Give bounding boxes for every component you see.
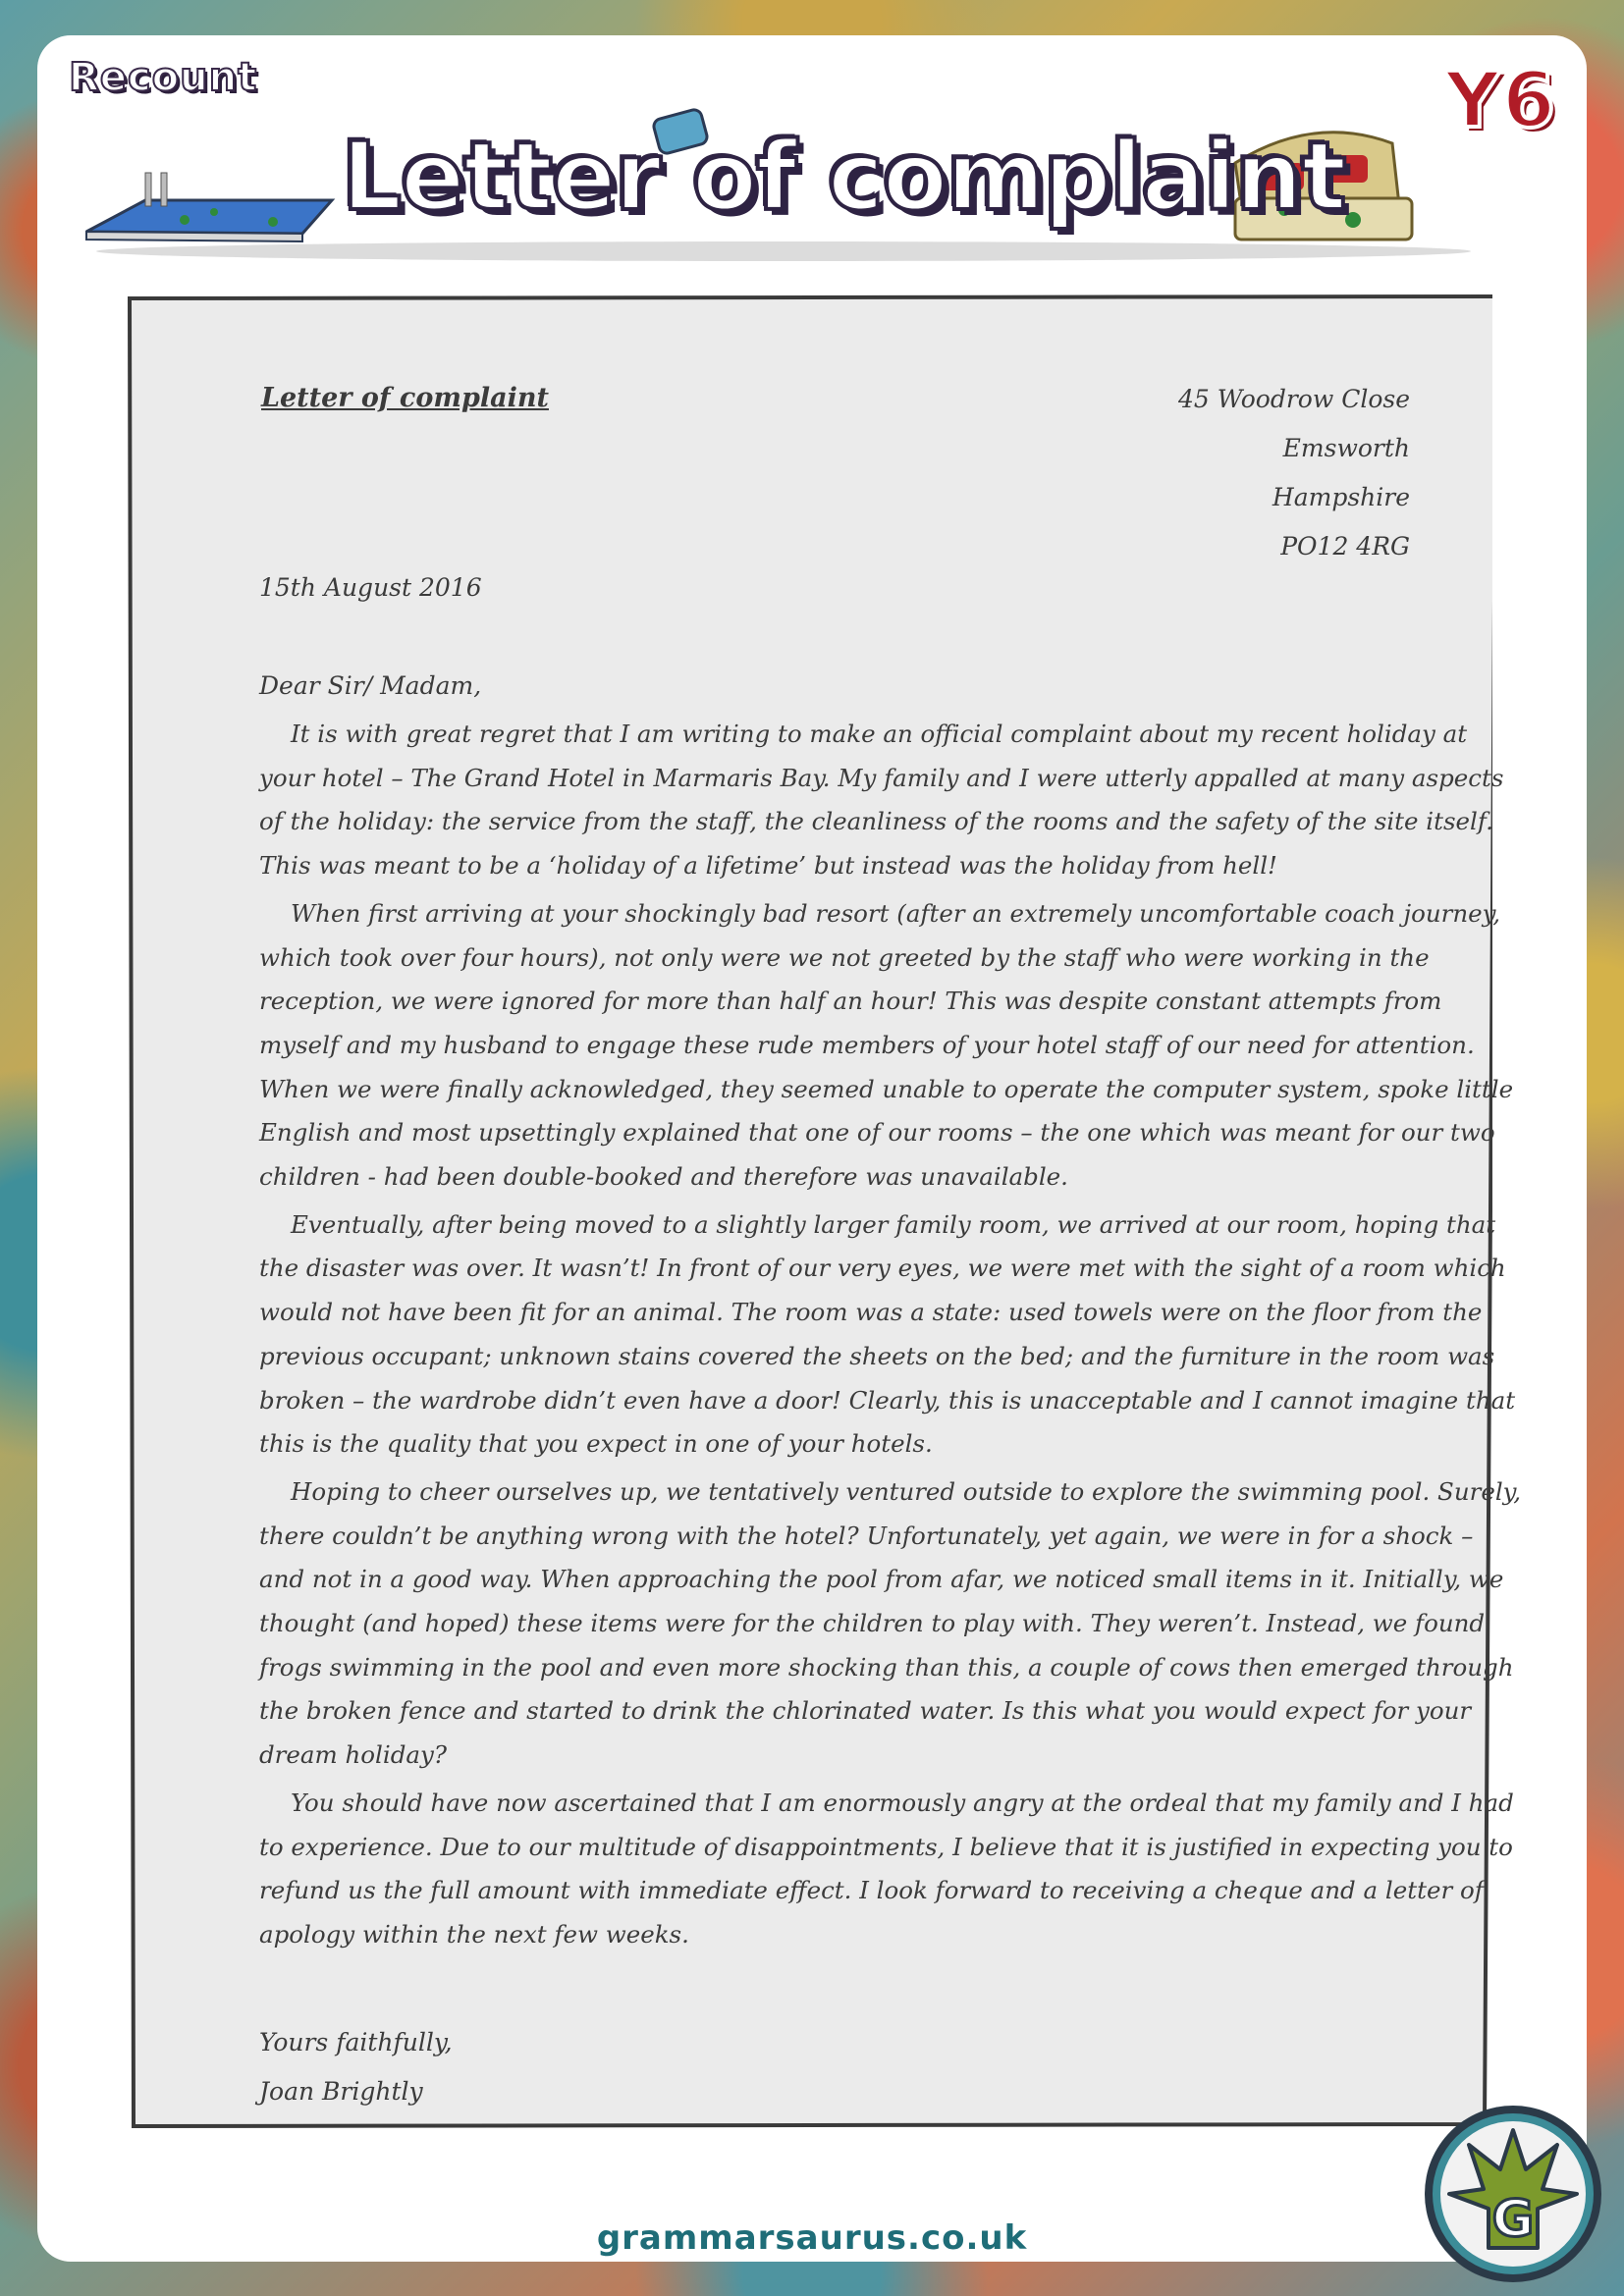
- worksheet-page: [37, 35, 1587, 2262]
- grammarsaurus-logo-icon: [1420, 2101, 1606, 2287]
- address-line: Hampshire: [1272, 483, 1410, 511]
- letter-body: [128, 293, 1522, 2128]
- signature: Joan Brightly: [259, 2077, 423, 2106]
- letter-paragraphs: [259, 713, 1526, 1961]
- paragraph: Hoping to cheer ourselves up, we tentatively ventured outside to explore the swimming pool. Surely, there couldn’t be anything wrong with the hotel? Unfortunately, yet again, we were in for a shock – and not in a good way. When approaching the pool from afar, we noticed small items in it. Initially, we thought (and hoped) these items were for the children to play with. They weren’t. Instead, we found frogs swimming in the pool and even more shocking than this, a couple of cows then emerged through the broken fence and started to drink the chlorinated water. Is this what you would expect for your dream holiday?: [259, 1476, 1522, 1770]
- address-line: 45 Woodrow Close: [1177, 385, 1410, 413]
- swimming-pool-icon: [86, 173, 332, 241]
- sender-address: [1178, 375, 1410, 571]
- recount-label: Recount: [69, 55, 258, 100]
- letter-date: 15th August 2016: [259, 573, 482, 602]
- paragraph: You should have now ascertained that I am enormously angry at the ordeal that my family and I had to experience. Due to our multitude of disappointments, I believe that it is justified in expecting you to refund us the full amount with immediate effect. I look forward to receiving a cheque and a letter of apology within the next few weeks.: [259, 1788, 1514, 1949]
- salutation: Dear Sir/ Madam,: [259, 671, 482, 700]
- paragraph: When first arriving at your shockingly bad resort (after an extremely uncomfortable coach journey, which took over four hours), not only were we not greeted by the staff who were working in the reception, we were ignored for more than half an hour! This was despite constant attempts from myself and my husband to engage these rude members of your hotel staff of our need for attention. When we were finally acknowledged, they seemed unable to operate the computer system, spoke little English and most upsettingly explained that one of our rooms – the one which was meant for our two children - had been double-booked and therefore was unavailable.: [259, 898, 1514, 1192]
- address-line: Emsworth: [1282, 434, 1410, 462]
- letter-heading: Letter of complaint: [261, 383, 549, 413]
- letter-panel: [128, 293, 1522, 2128]
- page-title: Letter of complaint: [342, 122, 1346, 232]
- closing: Yours faithfully,: [259, 2028, 453, 2056]
- logo-letter: G: [1491, 2190, 1535, 2249]
- footer-website[interactable]: grammarsaurus.co.uk: [596, 2218, 1028, 2258]
- year-badge: Y6: [1444, 57, 1557, 145]
- paragraph: Eventually, after being moved to a slightly larger family room, we arrived at our room, hoping that the disaster was over. It wasn’t! In front of our very eyes, we were met with the sight of a room which would not have been fit for an animal. The room was a state: used towels were on the floor from the previous occupant; unknown stains covered the sheets on the bed; and the furniture in the room was broken – the wardrobe didn’t even have a door! Clearly, this is unacceptable and I cannot imagine that this is the quality that you expect in one of your hotels.: [259, 1209, 1516, 1459]
- paragraph: It is with great regret that I am writing to make an official complaint about my recent holiday at your hotel – The Grand Hotel in Marmaris Bay. My family and I were utterly appalled at many aspects of the holiday: the service from the staff, the cleanliness of the rooms and the safety of the site itself. This was meant to be a ‘holiday of a lifetime’ but instead was the holiday from hell!: [259, 720, 1504, 881]
- signoff: [259, 2018, 453, 2116]
- address-line: PO12 4RG: [1280, 532, 1410, 561]
